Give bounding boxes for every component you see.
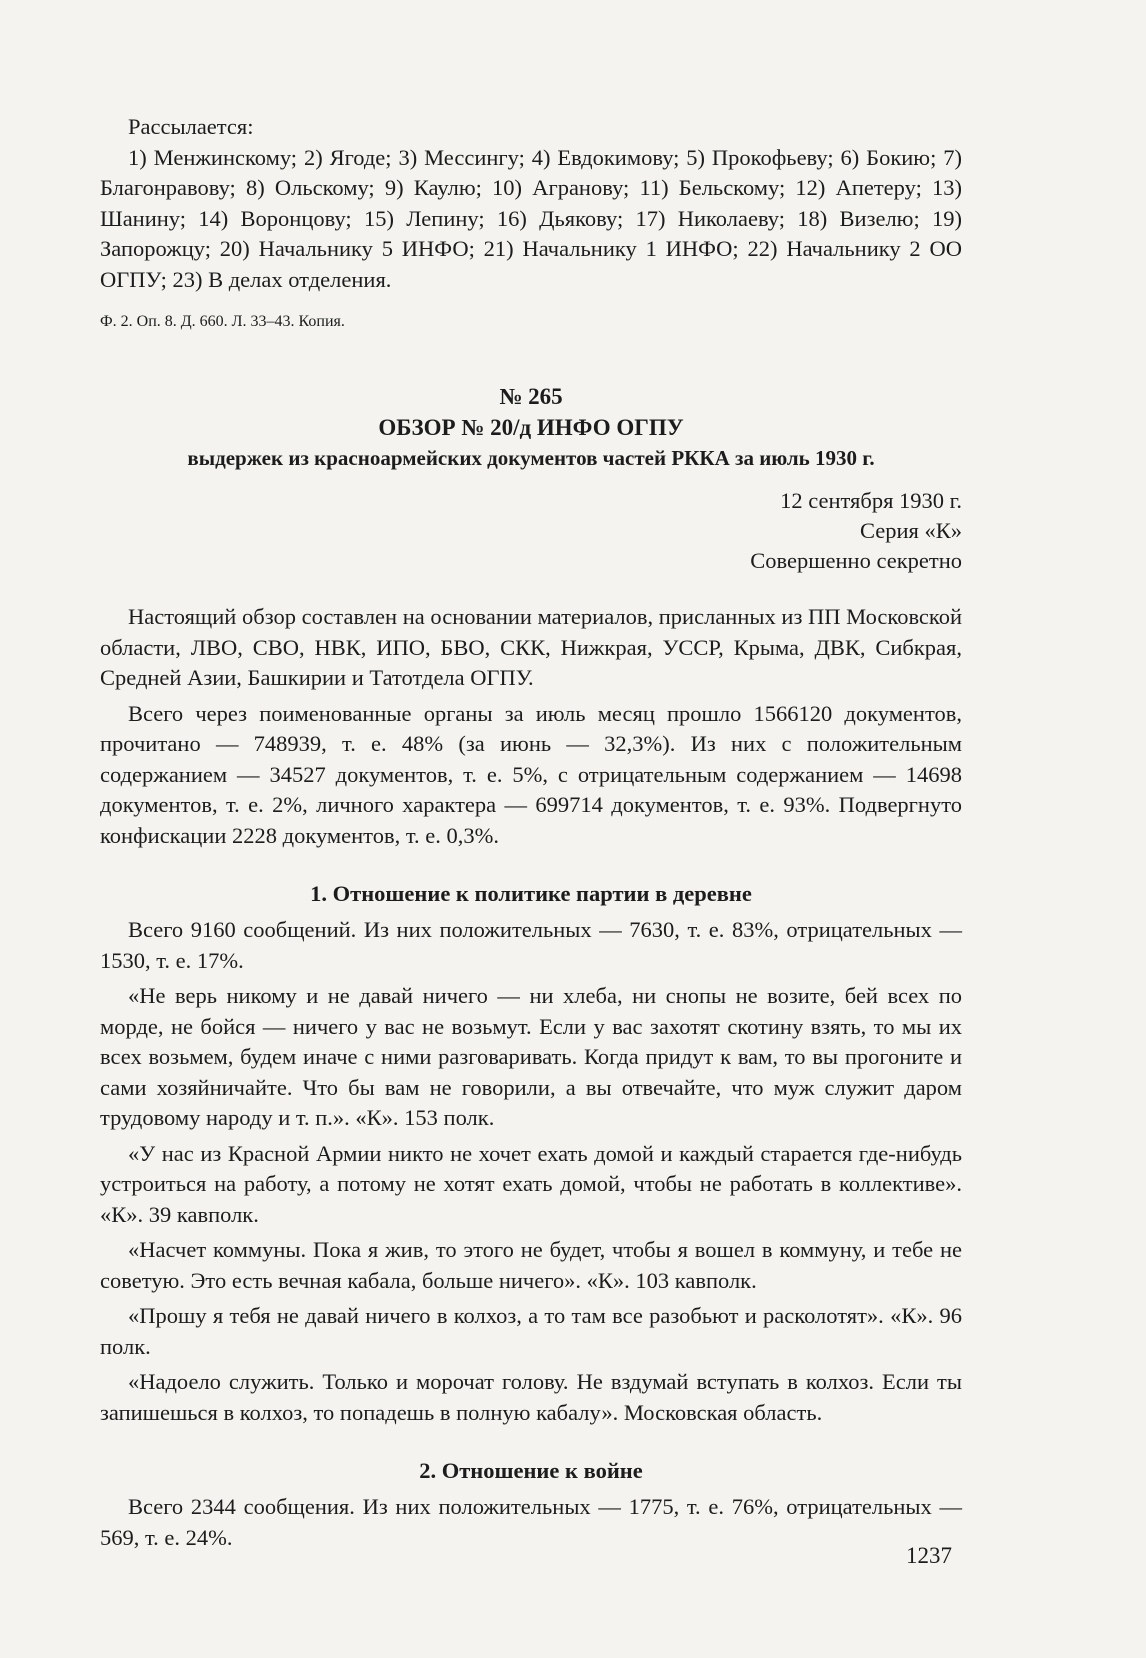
section-paragraph: Всего 9160 сообщений. Из них положительных — 7630, т. е. 83%, отрицательных — 1530, т. е. 17%. [100, 917, 962, 973]
section-title-war: 2. Отношение к войне [419, 1458, 643, 1483]
page-number: 1237 [906, 1543, 952, 1568]
section-paragraph: «Не верь никому и не давай ничего — ни хлеба, ни снопы не возите, бей всех по морде, не бойся — ничего у вас не возьмут. Если у вас захотят скотину взять, то мы их всех возьмем, будем иначе с ними разговаривать. Когда придут к вам, то вы прогоните и сами хозяйничайте. Что бы вам не говорили, а вы отвечайте, что муж служит даром трудовому народу и т. п.». «К». 153 полк. [100, 983, 962, 1130]
document-number: № 265 [499, 384, 563, 409]
section-paragraph: Всего 2344 сообщения. Из них положительных — 1775, т. е. 76%, отрицательных — 569, т. е. 24%. [100, 1494, 962, 1550]
distribution-list: 1) Менжинскому; 2) Ягоде; 3) Мессингу; 4) Евдокимову; 5) Прокофьеву; 6) Бокию; 7) Благонравову; 8) Ольскому; 9) Каулю; 10) Агранову; 11) Бельскому; 12) Апетеру; 13) Шанину; 14) Воронцову; 15) Лепину; 16) Дьякову; 17) Николаеву; 18) Визелю; 19) Запорожцу; 20) Начальнику 5 ИНФО; 21) Начальнику 1 ИНФО; 22) Начальнику 2 ОО ОГПУ; 23) В делах отделения. [100, 144, 962, 292]
intro-paragraph: Настоящий обзор составлен на основании материалов, присланных из ПП Московской области, ЛВО, СВО, НВК, ИПО, БВО, СКК, Нижкрая, УССР, Крыма, ДВК, Сибкрая, Средней Азии, Башкирии и Татотдела ОГПУ. [100, 604, 962, 690]
document-title: ОБЗОР № 20/д ИНФО ОГПУ [378, 415, 684, 440]
section-title-village-policy: 1. Отношение к политике партии в деревне [310, 881, 752, 906]
section-paragraph: «У нас из Красной Армии никто не хочет ехать домой и каждый старается где-нибудь устроиться на работу, а потому не хотят ехать домой, чтобы не работать в коллективе». «К». 39 кавполк. [100, 1140, 962, 1227]
distribution-label: Рассылается: [128, 114, 254, 139]
archive-source: Ф. 2. Оп. 8. Д. 660. Л. 33–43. Копия. [100, 313, 345, 330]
document-series: Серия «К» [859, 518, 962, 543]
document-subtitle: выдержек из красноармейских документов частей РККА за июль 1930 г. [187, 446, 875, 470]
intro-paragraph: Всего через поименованные органы за июль месяц прошло 1566120 документов, прочитано — 748939, т. е. 48% (за июнь — 32,3%). Из них с положительным содержанием — 34527 документов, т. е. 5%, с отрицательным содержанием — 14698 документов, т. е. 2%, личного характера — 699714 документов, т. е. 93%. Подвергнуто конфискации 2228 документов, т. е. 0,3%. [100, 700, 962, 848]
section-paragraph: «Насчет коммуны. Пока я жив, то этого не будет, чтобы я вошел в коммуну, и тебе не советую. Это есть вечная кабала, больше ничего». «К». 103 кавполк. [100, 1237, 962, 1293]
section-paragraph: «Прошу я тебя не давай ничего в колхоз, а то там все разобьют и расколотят». «К». 96 полк. [100, 1303, 962, 1359]
document-date: 12 сентября 1930 г. [780, 488, 962, 513]
document-classification: Совершенно секретно [750, 548, 962, 573]
page-content [100, 112, 962, 1553]
section-paragraph: «Надоело служить. Только и морочат голову. Не вздумай вступать в колхоз. Если ты запишешься в колхоз, то попадешь в полную кабалу». Московская область. [100, 1369, 962, 1425]
intro-section [100, 602, 962, 851]
document-meta [100, 486, 962, 576]
